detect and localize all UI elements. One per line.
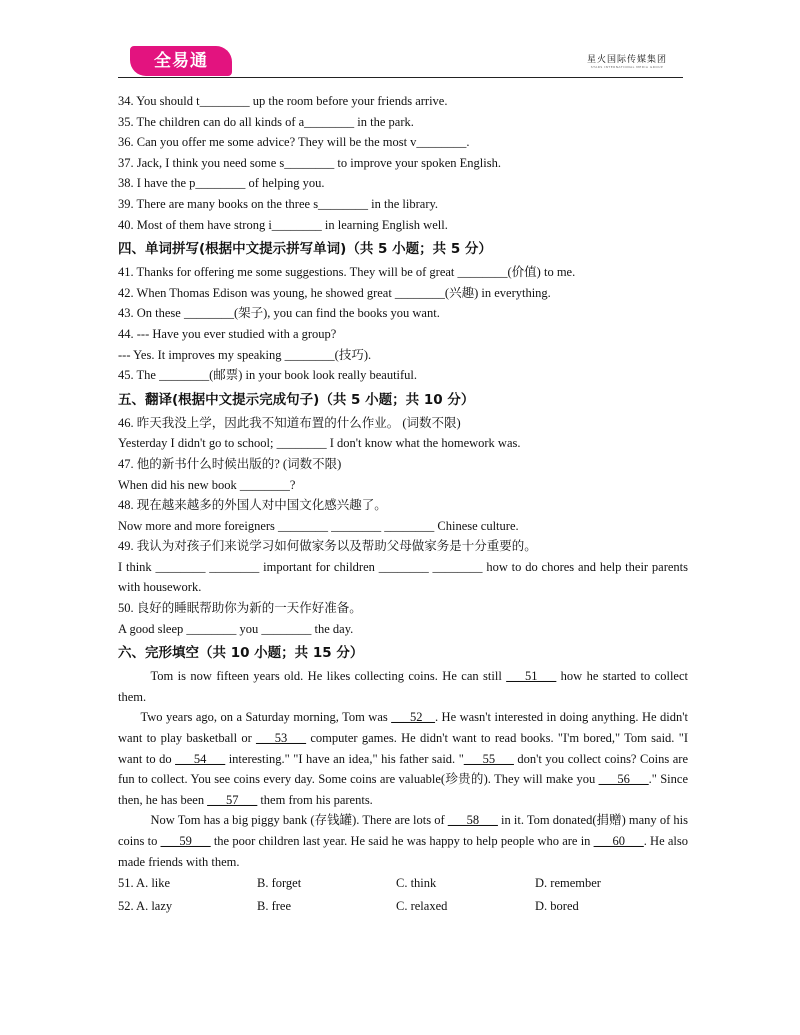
question-34: 34. You should t________ up the room before your friends arrive. [118,94,448,108]
cloze-text: Tom is now fifteen years old. He likes collecting coins. He can still [150,669,507,684]
cloze-paragraph-2 [118,707,688,810]
cloze-blank-55: ___55___ [463,751,514,766]
cloze-blank-53: ___53___ [256,731,307,746]
question-42: 42. When Thomas Edison was young, he showed great ________(兴趣) in everything. [118,285,551,300]
question-52-options [118,895,688,918]
cloze-text: interesting." "I have an idea," his father said. " [225,751,464,766]
cloze-blank-56: ___56___ [598,772,649,787]
cloze-blank-57: ___57___ [207,792,258,807]
question-48-en: Now more and more foreigners ________ ________ ________ Chinese culture. [118,518,519,533]
question-44-answer: --- Yes. It improves my speaking ________(技巧). [118,347,372,362]
option-52-a: 52. A. lazy [118,899,173,914]
logo-text: 全易通 [154,51,208,71]
question-46-cn: 46. 昨天我没上学，因此我不知道布置的什么作业。 (词数不限) [118,415,461,430]
section-5-items [118,413,688,640]
question-47-cn: 47. 他的新书什么时候出版的? (词数不限) [118,456,342,471]
cloze-text: . He wasn't interested in doing anything. He didn't want to play basketball or [118,710,688,746]
worksheet-content [118,91,688,918]
question-35: 35. The children can do all kinds of a________ in the park. [118,114,414,129]
section-5-heading: 五、翻译(根据中文提示完成句子)（共 5 小题；共 10 分） [118,391,475,408]
cloze-text: Now Tom has a big piggy bank (存钱罐). There are lots of [150,813,448,828]
cloze-text: how he started to collect them. [118,669,688,704]
cloze-blank-60: ___60___ [593,834,644,848]
option-52-b: B. free [257,899,292,914]
spelling-items-block [118,91,688,235]
cloze-blank-54: ___54___ [175,751,226,766]
publisher-brand [587,52,667,69]
question-39: 39. There are many books on the three s________ in the library. [118,196,439,211]
option-52-c: C. relaxed [396,899,448,914]
cloze-blank-58: ___58___ [447,813,498,828]
cloze-text: in it. Tom donated(捐赠) many of his coins to [118,813,688,848]
question-36: 36. Can you offer me some advice? They will be the most v________. [118,135,470,150]
publisher-subtitle: STARS INTERNATIONAL MEDIA GROUP [590,65,664,69]
question-50-en: A good sleep ________ you ________ the day. [118,621,354,636]
question-49-en: I think ________ ________ important for children ________ ________ how to do chores and help their parents with housework. [118,559,688,595]
cloze-text: . He also made friends with them. [118,834,689,869]
cloze-blank-59: ___59___ [160,834,211,848]
option-52-d: D. bored [535,899,579,914]
question-43: 43. On these ________(架子), you can find the books you want. [118,306,440,321]
publisher-name: 星火国际传媒集团 [586,55,667,65]
cloze-text: ." Since then, he has been [118,772,689,807]
publisher-logo [130,46,232,76]
cloze-text: don't you collect coins? Coins are fun to collect. You see coins every day. Some coins are valuable(珍贵的). They will make you [118,751,689,787]
question-45: 45. The ________(邮票) in your book look really beautiful. [118,368,418,383]
question-44: 44. --- Have you ever studied with a group? [118,326,337,341]
header-rule [118,77,683,78]
question-48-cn: 48. 现在越来越多的外国人对中国文化感兴趣了。 [118,498,387,513]
section-4-items [118,262,688,386]
question-38: 38. I have the p________ of helping you. [118,176,325,191]
option-51-a: 51. A. like [118,876,171,891]
cloze-blank-51: ___51___ [506,669,557,684]
question-51-options [118,872,688,895]
cloze-passage [118,666,688,872]
question-49-cn: 49. 我认为对孩子们来说学习如何做家务以及帮助父母做家务是十分重要的。 [118,539,537,554]
question-41: 41. Thanks for offering me some suggestions. They will be of great ________(价值) to me. [118,265,576,280]
cloze-text: the poor children last year. He said he was happy to help people who are in [210,834,594,848]
section-4-heading: 四、单词拼写(根据中文提示拼写单词)（共 5 小题；共 5 分） [118,241,492,258]
question-37: 37. Jack, I think you need some s________ to improve your spoken English. [118,155,501,170]
question-46-en: Yesterday I didn't go to school; ________ I don't know what the homework was. [118,436,521,451]
option-51-b: B. forget [257,876,302,891]
cloze-text: computer games. He didn't want to read books. "I'm bored," Tom said. "I want to do [118,731,688,766]
cloze-text: Two years ago, on a Saturday morning, Tom was [140,710,392,725]
option-51-d: D. remember [535,876,601,891]
cloze-paragraph-1 [118,666,688,707]
question-40: 40. Most of them have strong i________ in learning English well. [118,217,448,232]
sparkle-icon: ✦ [219,48,230,61]
page-header [118,40,683,78]
question-50-cn: 50. 良好的睡眠帮助你为新的一天作好准备。 [118,601,362,616]
question-47-en: When did his new book ________? [118,477,296,492]
cloze-text: them from his parents. [257,792,373,807]
cloze-blank-52: ___52__ [391,710,435,725]
option-51-c: C. think [396,876,437,891]
cloze-paragraph-3 [118,810,688,872]
section-6-heading: 六、完形填空（共 10 小题；共 15 分） [118,645,364,662]
